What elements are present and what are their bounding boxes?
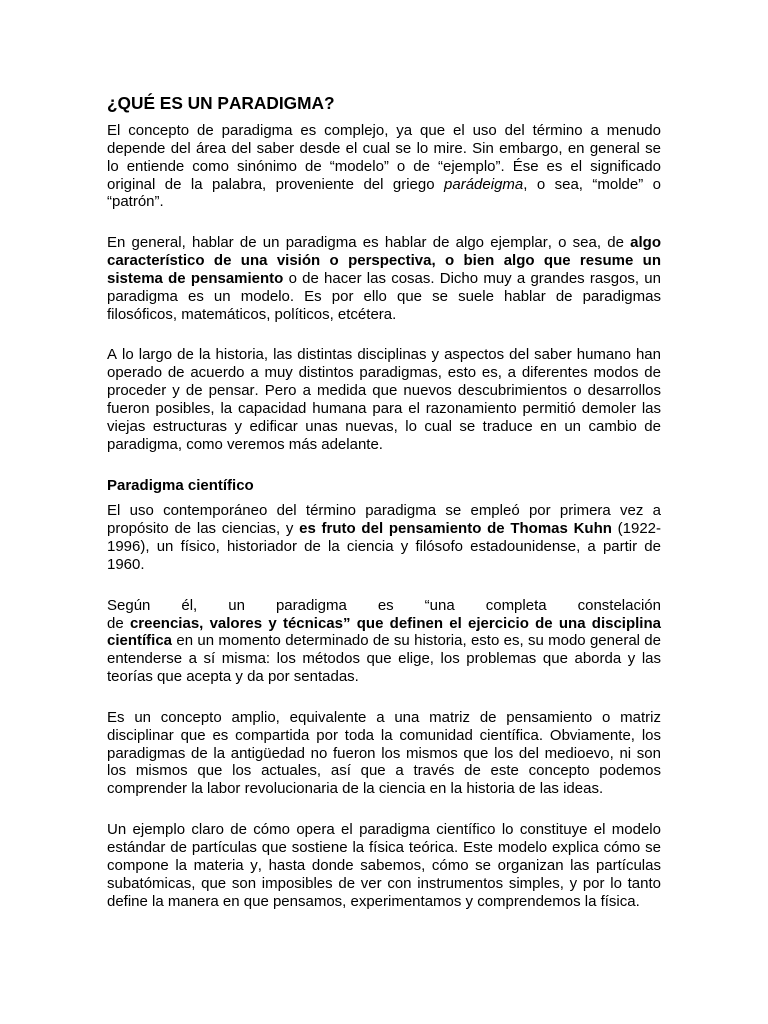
paragraph [107,709,661,798]
bold-text: es fruto del pensamiento de Thomas Kuhn [299,520,612,538]
text-line: comprender la labor revolucionaria de la ciencia en la historia de las ideas. [107,780,604,798]
text-line: disciplinar que es compartida por toda la comunidad científica. Obviamente, los [107,726,661,744]
text-line: A lo largo de la historia, las distintas disciplinas y aspectos del saber humano han [107,346,661,364]
text-line: teorías que acepta y da por sentadas. [107,668,359,686]
text-line: subatómicas, que son imposibles de ver con instrumentos simples, y por lo tanto [107,874,661,892]
text-line: 1960. [107,555,145,573]
text-segment: En general, hablar de un paradigma es hablar de algo ejemplar, o sea, de [107,234,624,252]
text-line [107,615,661,633]
paragraph [107,502,661,573]
bold-text: sistema de pensamiento [107,269,284,287]
text-line: depende del área del saber desde el cual se lo mire. Sin embargo, en general se [107,139,661,157]
text-line: compone la materia y, hasta donde sabemos, cómo se organizan las partículas [107,856,661,874]
text-line: paradigma es un modelo. Es por ello que se suele hablar de paradigmas [107,287,661,305]
text-line: viejas estructuras y edificar unas nuevas, lo cual se traduce en un cambio de [107,417,661,435]
paragraph [107,122,661,211]
text-line: los mismos que los actuales, así que a través de este concepto podemos [107,762,661,780]
text-line [107,270,661,288]
text-line: lo entiende como sinónimo de “modelo” o de “ejemplo”. Ése es el significado [107,157,661,175]
text-line [107,252,661,270]
text-segment: en un momento determinado de su historia, esto es, su modo general de [176,632,661,650]
text-line: operado de acuerdo a muy distintos paradigmas, esto es, a diferentes modos de [107,364,661,382]
text-segment: , o sea, “molde” o [523,175,662,193]
text-segment: original de la palabra, proveniente del griego [107,175,435,193]
paragraph [107,234,661,323]
text-line [107,520,661,538]
bold-text: creencias, valores y técnicas” que definen el ejercicio de una disciplina [129,614,661,632]
paragraph [107,597,661,686]
text-line [107,176,661,194]
text-line: Es un concepto amplio, equivalente a una matriz de pensamiento o matriz [107,708,661,726]
text-line: El uso contemporáneo del término paradigma se empleó por primera vez a [107,502,661,520]
text-line: paradigmas de la antigüedad no fueron los mismos que los del medioevo, ni son [107,744,661,762]
document-title: ¿QUÉ ES UN PARADIGMA? [107,93,335,113]
section-heading: Paradigma científico [107,476,254,494]
text-line: proceder y de pensar. Pero a medida que nuevos descubrimientos o desarrollos [107,382,661,400]
text-line: Un ejemplo claro de cómo opera el paradigma científico lo constituye el modelo [107,821,661,839]
text-line: paradigma, como veremos más adelante. [107,435,383,453]
bold-text: científica [107,632,173,650]
text-line: “patrón”. [107,193,164,211]
text-line: Según él, un paradigma es “una completa constelación [107,596,661,614]
text-line: El concepto de paradigma es complejo, ya que el uso del término a menudo [107,122,661,139]
text-line [107,234,661,252]
document-body [107,93,661,933]
text-line: define la manera en que pensamos, experimentamos y comprendemos la física. [107,892,640,910]
text-segment: (1922- [617,520,662,538]
text-segment: propósito de las ciencias, y [107,520,294,538]
bold-text: algo [630,234,661,252]
text-line: fueron posibles, la capacidad humana para el razonamiento permitió demoler las [107,399,661,417]
italic-text: parádeigma [444,175,524,193]
bold-text: característico de una visión o perspectiva, o bien algo que resume un [107,252,661,270]
paragraph [107,346,661,453]
text-line: estándar de partículas que sostiene la física teórica. Este modelo explica cómo se [107,839,661,856]
text-line [107,632,661,650]
paragraph [107,821,661,910]
text-line: entenderse a sí misma: los métodos que elige, los problemas que aborda y las [107,650,661,668]
text-line: 1996), un físico, historiador de la ciencia y filósofo estadounidense, a partir de [107,538,661,556]
text-segment: de [107,614,124,632]
text-line: filosóficos, matemáticos, políticos, etcétera. [107,305,397,323]
text-segment: o de hacer las cosas. Dicho muy a grandes rasgos, un [288,269,661,287]
